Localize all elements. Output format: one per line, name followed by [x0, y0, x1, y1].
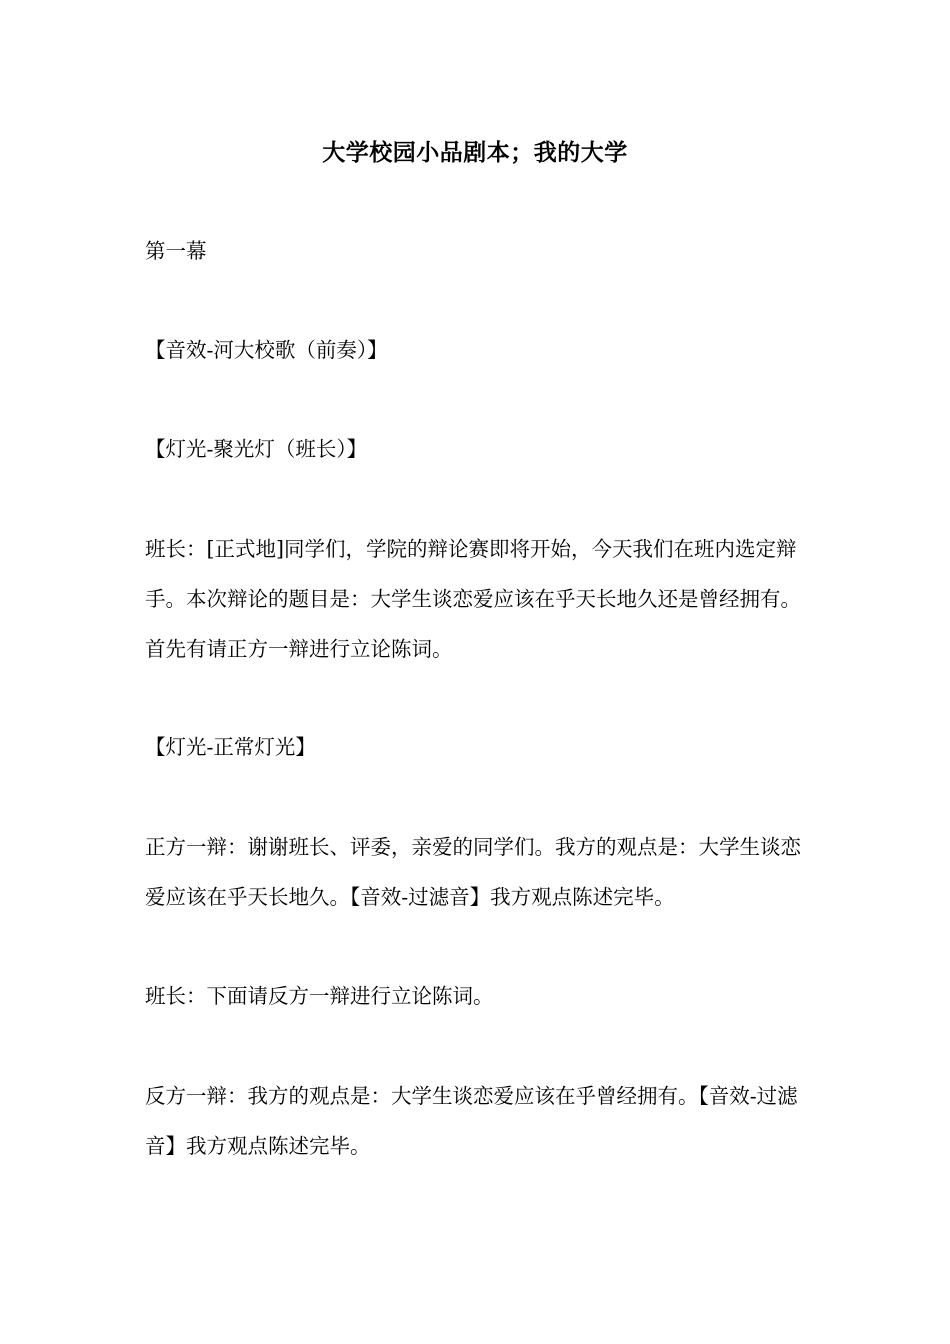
lighting-cue-paragraph: 【灯光-正常灯光】	[145, 735, 316, 759]
document-title: 大学校园小品剧本；我的大学	[322, 139, 628, 166]
dialogue-paragraph: 班长：下面请反方一辩进行立论陈词。	[145, 984, 494, 1008]
dialogue-paragraph: 反方一辩：我方的观点是：大学生谈恋爱应该在乎曾经拥有。【音效-过滤音】我方观点陈述完毕。	[145, 1084, 798, 1158]
dialogue-paragraph: 正方一辩：谢谢班长、评委，亲爱的同学们。我方的观点是：大学生谈恋爱应该在乎天长地久。【音效-过滤音】我方观点陈述完毕。	[145, 835, 801, 909]
lighting-cue-paragraph: 【灯光-聚光灯（班长）】	[145, 437, 368, 461]
act-heading: 第一幕	[145, 239, 207, 263]
dialogue-paragraph: 班长：[正式地]同学们，学院的辩论赛即将开始，今天我们在班内选定辩手。本次辩论的题目是：大学生谈恋爱应该在乎天长地久还是曾经拥有。首先有请正方一辩进行立论陈词。	[145, 537, 801, 661]
sound-cue-paragraph: 【音效-河大校歌（前奏）】	[145, 338, 388, 362]
